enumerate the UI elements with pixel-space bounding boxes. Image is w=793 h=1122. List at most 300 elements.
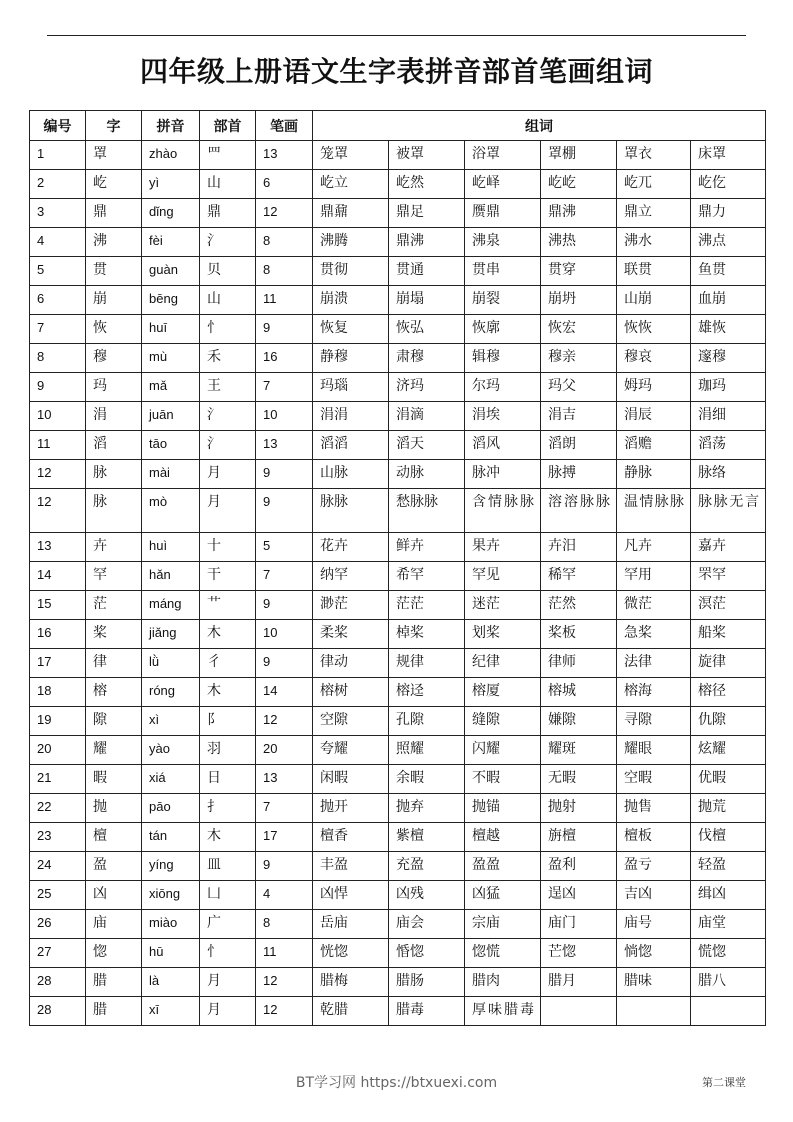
cell-word bbox=[465, 199, 541, 228]
cell-pinyin: yíng bbox=[142, 852, 200, 881]
cell-word bbox=[313, 707, 389, 736]
cell-character: 律 bbox=[86, 649, 142, 678]
word-text: 腊毒 bbox=[396, 1002, 424, 1018]
word-text: 寻隙 bbox=[624, 712, 652, 728]
cell-word bbox=[313, 794, 389, 823]
cell-radical: 月 bbox=[200, 489, 256, 533]
cell-word bbox=[465, 489, 541, 533]
cell-word bbox=[465, 431, 541, 460]
cell-word bbox=[541, 344, 617, 373]
cell-radical: 氵 bbox=[200, 431, 256, 460]
word-text: 伐檀 bbox=[698, 828, 726, 844]
cell-word bbox=[691, 373, 766, 402]
word-text: 雄恢 bbox=[698, 320, 726, 336]
word-text: 抛射 bbox=[548, 799, 576, 815]
cell-strokes: 7 bbox=[256, 373, 313, 402]
cell-word bbox=[691, 939, 766, 968]
cell-number: 6 bbox=[30, 286, 86, 315]
cell-character: 凶 bbox=[86, 881, 142, 910]
cell-word bbox=[541, 489, 617, 533]
cell-number: 22 bbox=[30, 794, 86, 823]
word-text: 山脉 bbox=[320, 465, 348, 481]
cell-word bbox=[313, 591, 389, 620]
cell-word bbox=[541, 431, 617, 460]
cell-word bbox=[465, 649, 541, 678]
cell-word bbox=[389, 707, 465, 736]
word-text: 穆哀 bbox=[624, 349, 652, 365]
table-row bbox=[30, 968, 766, 997]
word-text: 罘罕 bbox=[698, 567, 726, 583]
word-text: 照耀 bbox=[396, 741, 424, 757]
cell-word bbox=[541, 315, 617, 344]
table-header-row bbox=[30, 111, 766, 141]
cell-number: 4 bbox=[30, 228, 86, 257]
cell-character: 恢 bbox=[86, 315, 142, 344]
cell-word bbox=[691, 489, 766, 533]
word-text: 划桨 bbox=[472, 625, 500, 641]
cell-pinyin: bēng bbox=[142, 286, 200, 315]
cell-word bbox=[389, 460, 465, 489]
table-row bbox=[30, 736, 766, 765]
cell-word bbox=[313, 678, 389, 707]
word-text: 笼罩 bbox=[320, 146, 348, 162]
cell-character: 卉 bbox=[86, 533, 142, 562]
cell-word bbox=[541, 997, 617, 1026]
word-text: 律师 bbox=[548, 654, 576, 670]
word-text: 恢恢 bbox=[624, 320, 652, 336]
word-text: 法律 bbox=[624, 654, 652, 670]
word-text: 嘉卉 bbox=[698, 538, 726, 554]
cell-character: 罩 bbox=[86, 141, 142, 170]
word-text: 耀斑 bbox=[548, 741, 576, 757]
table-row bbox=[30, 881, 766, 910]
cell-word bbox=[691, 257, 766, 286]
word-text: 尔玛 bbox=[472, 378, 500, 394]
word-text: 涓滴 bbox=[396, 407, 424, 423]
cell-word bbox=[465, 736, 541, 765]
cell-character: 暇 bbox=[86, 765, 142, 794]
word-text: 鼎沸 bbox=[548, 204, 576, 220]
word-text: 辑穆 bbox=[472, 349, 500, 365]
cell-strokes: 13 bbox=[256, 141, 313, 170]
word-text: 滔荡 bbox=[698, 436, 726, 452]
word-text: 腊味 bbox=[624, 973, 652, 989]
cell-number: 18 bbox=[30, 678, 86, 707]
cell-strokes: 6 bbox=[256, 170, 313, 199]
cell-word bbox=[691, 228, 766, 257]
cell-word bbox=[389, 794, 465, 823]
cell-word bbox=[541, 402, 617, 431]
table-row bbox=[30, 620, 766, 649]
cell-character: 桨 bbox=[86, 620, 142, 649]
word-text: 纳罕 bbox=[320, 567, 348, 583]
cell-word bbox=[465, 286, 541, 315]
cell-pinyin: máng bbox=[142, 591, 200, 620]
cell-word bbox=[465, 620, 541, 649]
word-text: 惛惚 bbox=[396, 944, 424, 960]
cell-pinyin: lǜ bbox=[142, 649, 200, 678]
cell-word bbox=[541, 533, 617, 562]
cell-pinyin: tán bbox=[142, 823, 200, 852]
cell-word bbox=[691, 141, 766, 170]
cell-word bbox=[389, 431, 465, 460]
cell-strokes: 4 bbox=[256, 881, 313, 910]
word-text: 脉脉 bbox=[320, 494, 348, 510]
cell-strokes: 5 bbox=[256, 533, 313, 562]
word-text: 腊肠 bbox=[396, 973, 424, 989]
word-text: 旃檀 bbox=[548, 828, 576, 844]
header-number: 编号 bbox=[30, 111, 86, 141]
cell-word bbox=[313, 968, 389, 997]
table-row bbox=[30, 910, 766, 939]
word-text: 盈亏 bbox=[624, 857, 652, 873]
cell-character: 沸 bbox=[86, 228, 142, 257]
word-text: 滔朗 bbox=[548, 436, 576, 452]
cell-radical: 月 bbox=[200, 460, 256, 489]
table-row bbox=[30, 170, 766, 199]
word-text: 规律 bbox=[396, 654, 424, 670]
cell-word bbox=[617, 562, 691, 591]
word-text: 恍惚 bbox=[320, 944, 348, 960]
cell-radical: 十 bbox=[200, 533, 256, 562]
word-text: 盈利 bbox=[548, 857, 576, 873]
word-text: 榕迳 bbox=[396, 683, 424, 699]
cell-radical: 木 bbox=[200, 823, 256, 852]
word-text: 恢宏 bbox=[548, 320, 576, 336]
cell-word bbox=[313, 286, 389, 315]
table-row bbox=[30, 794, 766, 823]
word-text: 宗庙 bbox=[472, 915, 500, 931]
table-row bbox=[30, 315, 766, 344]
cell-word bbox=[617, 199, 691, 228]
table-row bbox=[30, 344, 766, 373]
top-rule bbox=[47, 35, 746, 36]
cell-word bbox=[389, 736, 465, 765]
cell-word bbox=[389, 852, 465, 881]
cell-word bbox=[389, 489, 465, 533]
cell-pinyin: huì bbox=[142, 533, 200, 562]
word-text: 空暇 bbox=[624, 770, 652, 786]
cell-character: 涓 bbox=[86, 402, 142, 431]
cell-number: 11 bbox=[30, 431, 86, 460]
cell-strokes: 17 bbox=[256, 823, 313, 852]
word-text: 耀眼 bbox=[624, 741, 652, 757]
word-text: 溶溶脉脉 bbox=[548, 494, 610, 510]
cell-character: 屹 bbox=[86, 170, 142, 199]
word-text: 沸点 bbox=[698, 233, 726, 249]
cell-radical: 氵 bbox=[200, 228, 256, 257]
cell-word bbox=[465, 402, 541, 431]
cell-word bbox=[691, 170, 766, 199]
cell-pinyin: tāo bbox=[142, 431, 200, 460]
cell-radical: 扌 bbox=[200, 794, 256, 823]
table-row bbox=[30, 460, 766, 489]
word-text: 榕厦 bbox=[472, 683, 500, 699]
cell-radical: 忄 bbox=[200, 939, 256, 968]
cell-word bbox=[465, 257, 541, 286]
word-text: 缉凶 bbox=[698, 886, 726, 902]
cell-word bbox=[541, 939, 617, 968]
cell-pinyin: mài bbox=[142, 460, 200, 489]
cell-number: 26 bbox=[30, 910, 86, 939]
cell-word bbox=[541, 707, 617, 736]
cell-word bbox=[389, 199, 465, 228]
cell-word bbox=[617, 141, 691, 170]
word-text: 檀香 bbox=[320, 828, 348, 844]
word-text: 涓细 bbox=[698, 407, 726, 423]
word-text: 滔滔 bbox=[320, 436, 348, 452]
word-text: 肃穆 bbox=[396, 349, 424, 365]
cell-character: 榕 bbox=[86, 678, 142, 707]
word-text: 腊梅 bbox=[320, 973, 348, 989]
cell-pinyin: mò bbox=[142, 489, 200, 533]
cell-radical: 王 bbox=[200, 373, 256, 402]
cell-number: 15 bbox=[30, 591, 86, 620]
word-text: 桨板 bbox=[548, 625, 576, 641]
cell-word bbox=[389, 881, 465, 910]
cell-pinyin: xī bbox=[142, 997, 200, 1026]
word-text: 涓辰 bbox=[624, 407, 652, 423]
cell-pinyin: fèi bbox=[142, 228, 200, 257]
cell-word bbox=[617, 489, 691, 533]
word-text: 滔天 bbox=[396, 436, 424, 452]
header-character: 字 bbox=[86, 111, 142, 141]
cell-pinyin: jiǎng bbox=[142, 620, 200, 649]
word-text: 腊八 bbox=[698, 973, 726, 989]
cell-word bbox=[541, 170, 617, 199]
word-text: 凶残 bbox=[396, 886, 424, 902]
word-text: 船桨 bbox=[698, 625, 726, 641]
cell-word bbox=[465, 881, 541, 910]
word-text: 逞凶 bbox=[548, 886, 576, 902]
cell-word bbox=[691, 765, 766, 794]
word-text: 乾腊 bbox=[320, 1002, 348, 1018]
word-text: 庙号 bbox=[624, 915, 652, 931]
word-text: 温情脉脉 bbox=[624, 494, 684, 510]
cell-word bbox=[617, 997, 691, 1026]
cell-word bbox=[389, 823, 465, 852]
word-text: 脉络 bbox=[698, 465, 726, 481]
cell-word bbox=[691, 736, 766, 765]
cell-word bbox=[541, 286, 617, 315]
cell-word bbox=[313, 823, 389, 852]
cell-word bbox=[465, 823, 541, 852]
word-text: 急桨 bbox=[624, 625, 652, 641]
cell-number: 8 bbox=[30, 344, 86, 373]
cell-strokes: 9 bbox=[256, 489, 313, 533]
word-text: 屹立 bbox=[320, 175, 348, 191]
cell-strokes: 7 bbox=[256, 794, 313, 823]
cell-word bbox=[313, 533, 389, 562]
cell-word bbox=[389, 678, 465, 707]
cell-word bbox=[541, 228, 617, 257]
cell-radical: 山 bbox=[200, 170, 256, 199]
cell-number: 14 bbox=[30, 562, 86, 591]
cell-strokes: 9 bbox=[256, 852, 313, 881]
word-text: 鼎沸 bbox=[396, 233, 424, 249]
cell-word bbox=[465, 460, 541, 489]
cell-word bbox=[313, 997, 389, 1026]
table-row bbox=[30, 257, 766, 286]
cell-character: 贯 bbox=[86, 257, 142, 286]
word-text: 惝惚 bbox=[624, 944, 652, 960]
cell-word bbox=[313, 315, 389, 344]
cell-word bbox=[465, 562, 541, 591]
cell-word bbox=[691, 533, 766, 562]
cell-character: 罕 bbox=[86, 562, 142, 591]
cell-character: 腊 bbox=[86, 997, 142, 1026]
cell-word bbox=[465, 315, 541, 344]
word-text: 榕树 bbox=[320, 683, 348, 699]
cell-word bbox=[313, 460, 389, 489]
word-text: 榕海 bbox=[624, 683, 652, 699]
word-text: 鱼贯 bbox=[698, 262, 726, 278]
word-text: 棹桨 bbox=[396, 625, 424, 641]
word-text: 嫌隙 bbox=[548, 712, 576, 728]
cell-strokes: 14 bbox=[256, 678, 313, 707]
cell-word bbox=[313, 939, 389, 968]
word-text: 稀罕 bbox=[548, 567, 576, 583]
table-row bbox=[30, 649, 766, 678]
word-text: 恢弘 bbox=[396, 320, 424, 336]
cell-character: 鼎 bbox=[86, 199, 142, 228]
cell-word bbox=[389, 910, 465, 939]
table-row bbox=[30, 373, 766, 402]
cell-word bbox=[389, 939, 465, 968]
cell-word bbox=[541, 765, 617, 794]
cell-word bbox=[691, 315, 766, 344]
table-body bbox=[30, 141, 766, 1026]
cell-number: 21 bbox=[30, 765, 86, 794]
cell-number: 23 bbox=[30, 823, 86, 852]
word-text: 渺茫 bbox=[320, 596, 348, 612]
table-row bbox=[30, 562, 766, 591]
cell-strokes: 11 bbox=[256, 286, 313, 315]
cell-strokes: 16 bbox=[256, 344, 313, 373]
cell-word bbox=[313, 881, 389, 910]
cell-word bbox=[313, 141, 389, 170]
word-text: 沸腾 bbox=[320, 233, 348, 249]
cell-number: 17 bbox=[30, 649, 86, 678]
word-text: 孔隙 bbox=[396, 712, 424, 728]
cell-character: 惚 bbox=[86, 939, 142, 968]
word-text: 沸热 bbox=[548, 233, 576, 249]
cell-word bbox=[617, 315, 691, 344]
cell-radical: 日 bbox=[200, 765, 256, 794]
cell-word bbox=[617, 431, 691, 460]
cell-word bbox=[617, 533, 691, 562]
cell-strokes: 9 bbox=[256, 460, 313, 489]
cell-word bbox=[691, 794, 766, 823]
cell-word bbox=[389, 997, 465, 1026]
cell-pinyin: guàn bbox=[142, 257, 200, 286]
cell-word bbox=[389, 402, 465, 431]
cell-word bbox=[465, 141, 541, 170]
word-text: 屹仡 bbox=[698, 175, 726, 191]
cell-word bbox=[691, 431, 766, 460]
table-row bbox=[30, 286, 766, 315]
cell-word bbox=[465, 939, 541, 968]
cell-word bbox=[465, 852, 541, 881]
word-text: 紫檀 bbox=[396, 828, 424, 844]
cell-word bbox=[313, 402, 389, 431]
cell-character: 隙 bbox=[86, 707, 142, 736]
word-text: 吉凶 bbox=[624, 886, 652, 902]
word-text: 庙会 bbox=[396, 915, 424, 931]
word-text: 恢廓 bbox=[472, 320, 500, 336]
word-text: 崩坍 bbox=[548, 291, 576, 307]
cell-pinyin: miào bbox=[142, 910, 200, 939]
word-text: 玛父 bbox=[548, 378, 576, 394]
cell-number: 9 bbox=[30, 373, 86, 402]
cell-word bbox=[389, 968, 465, 997]
cell-character: 脉 bbox=[86, 460, 142, 489]
header-radical: 部首 bbox=[200, 111, 256, 141]
word-text: 赝鼎 bbox=[472, 204, 500, 220]
cell-word bbox=[617, 910, 691, 939]
cell-word bbox=[617, 765, 691, 794]
header-words: 组词 bbox=[313, 111, 766, 141]
cell-pinyin: là bbox=[142, 968, 200, 997]
cell-radical: 贝 bbox=[200, 257, 256, 286]
cell-character: 抛 bbox=[86, 794, 142, 823]
word-text: 罕用 bbox=[624, 567, 652, 583]
cell-word bbox=[389, 620, 465, 649]
cell-word bbox=[541, 852, 617, 881]
cell-pinyin: xiōng bbox=[142, 881, 200, 910]
word-text: 抛荒 bbox=[698, 799, 726, 815]
cell-word bbox=[541, 794, 617, 823]
cell-word bbox=[313, 852, 389, 881]
cell-character: 穆 bbox=[86, 344, 142, 373]
cell-character: 耀 bbox=[86, 736, 142, 765]
cell-number: 25 bbox=[30, 881, 86, 910]
word-text: 岳庙 bbox=[320, 915, 348, 931]
cell-pinyin: yào bbox=[142, 736, 200, 765]
cell-word bbox=[691, 823, 766, 852]
cell-word bbox=[313, 257, 389, 286]
cell-character: 崩 bbox=[86, 286, 142, 315]
word-text: 慌惚 bbox=[698, 944, 726, 960]
cell-word bbox=[541, 736, 617, 765]
cell-pinyin: zhào bbox=[142, 141, 200, 170]
cell-word bbox=[313, 344, 389, 373]
cell-word bbox=[389, 649, 465, 678]
cell-word bbox=[617, 707, 691, 736]
cell-word bbox=[617, 736, 691, 765]
cell-word bbox=[465, 910, 541, 939]
word-text: 迷茫 bbox=[472, 596, 500, 612]
cell-word bbox=[465, 707, 541, 736]
table-row bbox=[30, 199, 766, 228]
word-text: 余暇 bbox=[396, 770, 424, 786]
cell-word bbox=[465, 344, 541, 373]
cell-radical: 山 bbox=[200, 286, 256, 315]
word-text: 檀板 bbox=[624, 828, 652, 844]
cell-word bbox=[465, 794, 541, 823]
cell-strokes: 8 bbox=[256, 228, 313, 257]
cell-word bbox=[617, 939, 691, 968]
cell-strokes: 11 bbox=[256, 939, 313, 968]
word-text: 贯彻 bbox=[320, 262, 348, 278]
cell-word bbox=[541, 620, 617, 649]
word-text: 山崩 bbox=[624, 291, 652, 307]
cell-word bbox=[617, 460, 691, 489]
cell-word bbox=[691, 852, 766, 881]
word-text: 被罩 bbox=[396, 146, 424, 162]
word-text: 贯通 bbox=[396, 262, 424, 278]
word-text: 律动 bbox=[320, 654, 348, 670]
